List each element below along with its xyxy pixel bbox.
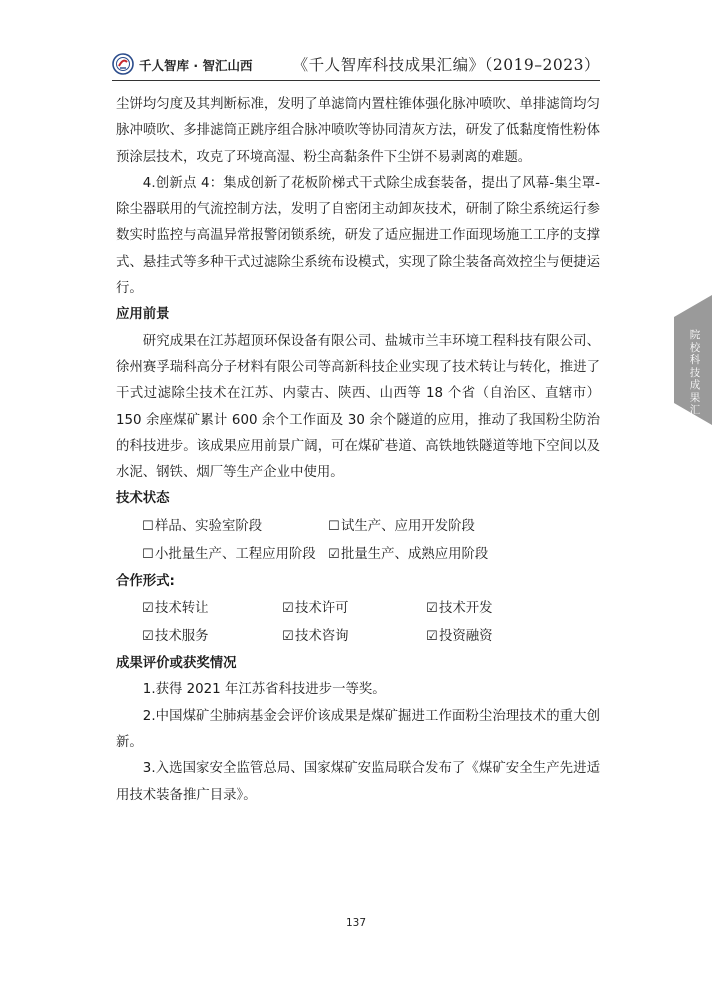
header-divider [112, 80, 600, 81]
option-label: 技术服务 [155, 629, 209, 645]
cooperation-option[interactable] [282, 595, 426, 623]
tech-status-option[interactable] [142, 541, 328, 569]
cooperation-option[interactable] [426, 595, 576, 623]
option-label: 技术开发 [439, 601, 493, 617]
page-number: 137 [345, 917, 367, 929]
header-brand: 千人智库 · 智汇山西 [139, 58, 253, 73]
option-label: 批量生产、成熟应用阶段 [341, 546, 489, 562]
award-item: 1.获得 2021 年江苏省科技进步一等奖。 [142, 682, 386, 698]
checkbox-checked-icon: ☑ [426, 601, 438, 617]
award-item: 3.入选国家安全监管总局、国家煤矿安监局联合发布了《煤矿安全生产先进适用技术装备推广目录》。 [116, 761, 600, 803]
main-content [116, 92, 600, 809]
checkbox-checked-icon: ☑ [142, 629, 154, 645]
innovation-point-4: 4.创新点 4：集成创新了花板阶梯式干式除尘成套装备，提出了风幕-集尘罩-除尘器联用的气流控制方法，发明了自密闭主动卸灰技术，研制了除尘系统运行参数实时监控与高温异常报警闭锁系统，研发了适应掘进工作面现场施工工序的支撑式、悬挂式等多种干式过滤除尘系统布设模式，实现了除尘装备高效控尘与便捷运行。 [116, 175, 600, 297]
checkbox-checked-icon: ☑ [142, 601, 154, 617]
option-label: 小批量生产、工程应用阶段 [155, 546, 316, 562]
option-label: 投资融资 [439, 629, 493, 645]
tech-status-option[interactable] [328, 541, 548, 569]
page-header [112, 52, 600, 82]
tech-status-option[interactable] [328, 513, 548, 541]
cooperation-option[interactable] [142, 595, 282, 623]
application-text: 研究成果在江苏超顶环保设备有限公司、盐城市兰丰环境工程科技有限公司、徐州赛孚瑞科高分子材料有限公司等高新科技企业实现了技术转让与转化，推进了干式过滤除尘技术在江苏、内蒙古、陕西、山西等 18 个省（自治区、直辖市）150 余座煤矿累计 600 余个工作面及 30 余个隧道的应用，推动了我国粉尘防治的科技进步。该成果应用前景广阔，可在煤矿巷道、高铁地铁隧道等地下空间以及水泥、钢铁、烟厂等生产企业中使用。 [116, 333, 600, 481]
awards-heading: 成果评价或获奖情况 [116, 656, 237, 672]
header-title: 《千人智库科技成果汇编》（2019–2023） [292, 56, 600, 74]
cooperation-options [116, 595, 600, 651]
checkbox-unchecked-icon: ☐ [328, 518, 340, 534]
intro-paragraph: 尘饼均匀度及其判断标准，发明了单滤筒内置柱锥体强化脉冲喷吹、单排滤筒均匀脉冲喷吹、多排滤筒正跳序组合脉冲喷吹等协同清灰方法，研发了低黏度惰性粉体预涂层技术，攻克了环境高湿、粉尘高黏条件下尘饼不易剥离的难题。 [116, 97, 600, 165]
checkbox-checked-icon: ☑ [282, 601, 294, 617]
application-heading: 应用前景 [116, 307, 170, 323]
cooperation-option[interactable] [282, 623, 426, 651]
checkbox-checked-icon: ☑ [426, 629, 438, 645]
option-label: 技术许可 [295, 601, 349, 617]
tech-status-options [116, 513, 600, 569]
checkbox-checked-icon: ☑ [282, 629, 294, 645]
side-section-tab [674, 295, 712, 429]
tech-status-heading: 技术状态 [116, 491, 170, 507]
cooperation-option[interactable] [426, 623, 576, 651]
side-tab-label: 院校科技成果汇编 [689, 329, 701, 429]
option-label: 技术转让 [155, 601, 209, 617]
award-item: 2.中国煤矿尘肺病基金会评价该成果是煤矿掘进工作面粉尘治理技术的重大创新。 [116, 708, 600, 750]
cooperation-option[interactable] [142, 623, 282, 651]
checkbox-unchecked-icon: ☐ [142, 518, 154, 534]
option-label: 技术咨询 [295, 629, 349, 645]
checkbox-unchecked-icon: ☐ [142, 546, 154, 562]
checkbox-checked-icon: ☑ [328, 546, 340, 562]
tech-status-option[interactable] [142, 513, 328, 541]
option-label: 试生产、应用开发阶段 [341, 518, 475, 534]
option-label: 样品、实验室阶段 [155, 518, 263, 534]
cooperation-heading: 合作形式: [116, 573, 175, 589]
logo-icon [112, 53, 134, 75]
